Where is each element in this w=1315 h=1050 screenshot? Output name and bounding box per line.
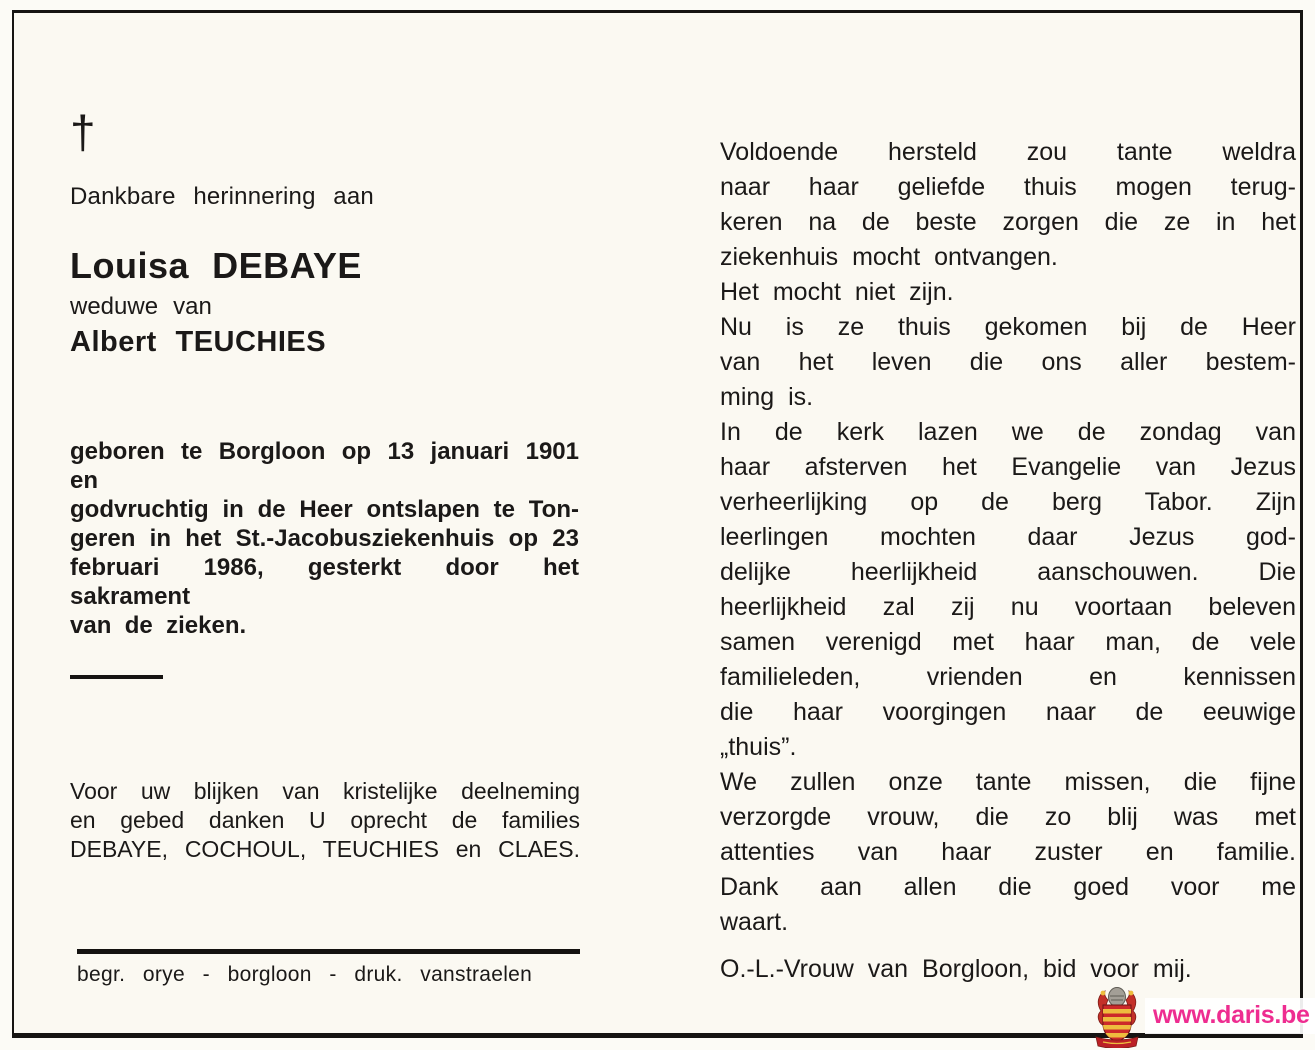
text-line: verheerlijking op de berg Tabor. Zijn xyxy=(720,488,1296,516)
text-line: „thuis”. xyxy=(720,733,797,761)
text-line: delijke heerlijkheid aanschouwen. Die xyxy=(720,558,1296,586)
text-line: ziekenhuis mocht ontvangen. xyxy=(720,243,1058,271)
text-line: naar haar geliefde thuis mogen terug- xyxy=(720,173,1296,201)
text-line: samen verenigd met haar man, de vele xyxy=(720,628,1296,656)
text-line: verzorgde vrouw, die zo blij was met xyxy=(720,803,1296,831)
text-line: leerlingen mochten daar Jezus god- xyxy=(720,523,1296,551)
text-line: Voldoende hersteld zou tante weldra xyxy=(720,138,1296,166)
memorial-paragraph xyxy=(720,765,1296,940)
cross-symbol: † xyxy=(70,106,96,158)
text-line: Nu is ze thuis gekomen bij de Heer xyxy=(720,313,1296,341)
text-line: familieleden, vrienden en kennissen xyxy=(720,663,1296,691)
text-line: van de zieken. xyxy=(70,612,247,639)
memorial-paragraph xyxy=(720,952,1296,987)
memorial-card xyxy=(12,10,1303,1038)
text-line: In de kerk lazen we de zondag van xyxy=(720,418,1296,446)
daris-crest-logo xyxy=(1091,984,1143,1048)
text-line: heerlijkheid zal zij nu voortaan beleven xyxy=(720,593,1296,621)
memorial-paragraph xyxy=(720,310,1296,415)
text-line: haar afsterven het Evangelie van Jezus xyxy=(720,453,1296,481)
printer-credit-line: begr. orye - borgloon - druk. vanstraelen xyxy=(77,963,533,986)
text-line: die haar voorgingen naar de eeuwige xyxy=(720,698,1296,726)
text-line: DEBAYE, COCHOUL, TEUCHIES en CLAES. xyxy=(70,836,580,862)
text-line: Dank aan allen die goed voor me xyxy=(720,873,1296,901)
text-line: Het mocht niet zijn. xyxy=(720,278,954,306)
text-line: van het leven die ons aller bestem- xyxy=(720,348,1296,376)
acknowledgement-paragraph xyxy=(70,777,580,864)
memorial-paragraph xyxy=(720,135,1296,275)
daris-watermark xyxy=(1091,984,1315,1048)
text-line: We zullen onze tante missen, die fijne xyxy=(720,768,1296,796)
text-line: godvruchtig in de Heer ontslapen te Ton- xyxy=(70,496,579,523)
memorial-text-column xyxy=(720,135,1296,987)
text-line: Voor uw blijken van kristelijke deelneming xyxy=(70,778,580,804)
text-line: en gebed danken U oprecht de families xyxy=(70,807,580,833)
text-line: waart. xyxy=(720,908,789,936)
relation-line: weduwe van xyxy=(70,293,212,320)
text-line: keren na de beste zorgen die ze in het xyxy=(720,208,1296,236)
memorial-paragraph xyxy=(720,275,1296,310)
intro-line: Dankbare herinnering aan xyxy=(70,183,374,210)
text-line: ming is. xyxy=(720,383,814,411)
life-details-paragraph xyxy=(70,437,579,640)
memorial-paragraph xyxy=(720,415,1296,765)
text-line: attenties van haar zuster en familie. xyxy=(720,838,1296,866)
text-line: O.-L.-Vrouw van Borgloon, bid voor mij. xyxy=(720,955,1192,983)
section-divider-line xyxy=(70,675,163,679)
printer-divider-line xyxy=(77,949,580,954)
daris-website-link[interactable]: www.daris.be xyxy=(1145,998,1315,1034)
text-line: geboren te Borgloon op 13 januari 1901 en xyxy=(70,438,579,494)
text-line: geren in het St.-Jacobusziekenhuis op 23 xyxy=(70,525,579,552)
deceased-name: Louisa DEBAYE xyxy=(70,245,362,286)
spouse-name: Albert TEUCHIES xyxy=(70,326,327,358)
text-line: februari 1986, gesterkt door het sakrament xyxy=(70,554,579,610)
